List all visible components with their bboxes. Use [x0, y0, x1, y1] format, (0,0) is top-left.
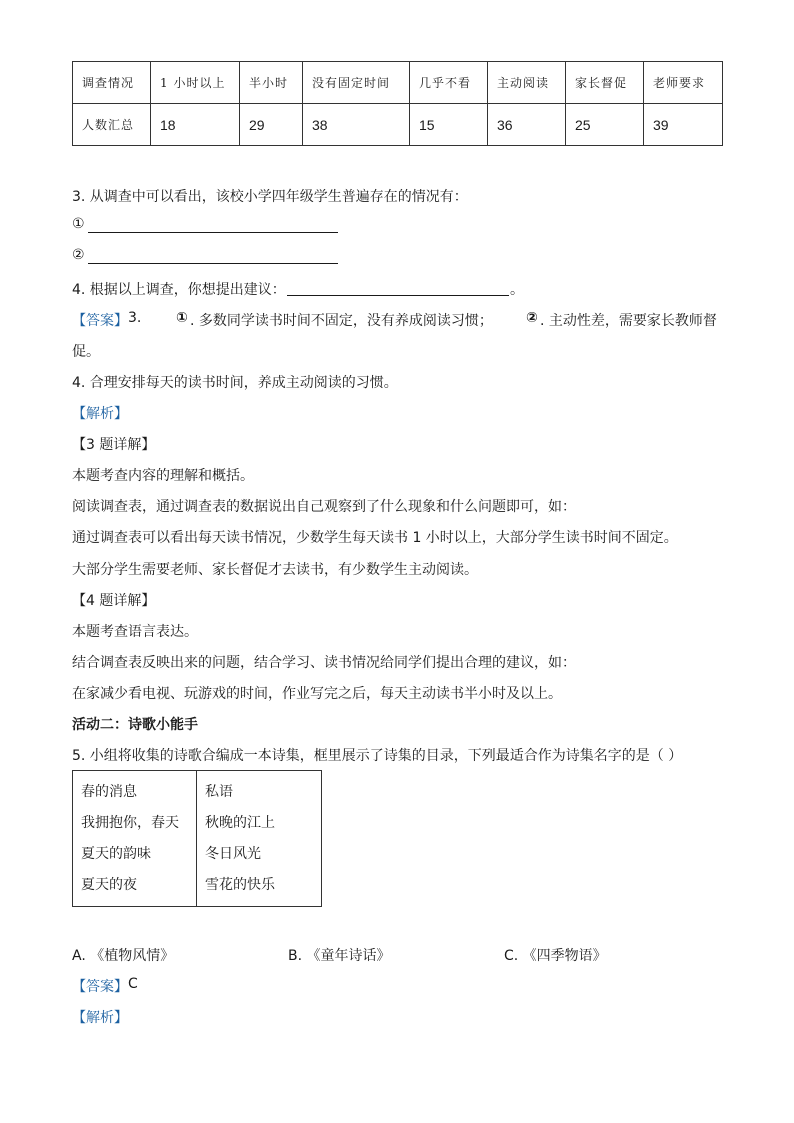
survey-header-cell: 几乎不看 — [410, 62, 488, 104]
analysis-tag: 【解析】 — [72, 406, 128, 422]
survey-data-row — [73, 104, 723, 146]
analysis-paragraph: 本题考查语言表达。 — [72, 624, 198, 640]
survey-header-cell: 家长督促 — [566, 62, 644, 104]
poem-title: 冬日风光 — [205, 846, 261, 862]
answer-4: 4. 合理安排每天的读书时间，养成主动阅读的习惯。 — [72, 375, 398, 391]
analysis-paragraph: 结合调查表反映出来的问题，结合学习、读书情况给同学们提出合理的建议，如： — [72, 655, 576, 671]
analysis-tag: 【解析】 — [72, 1010, 128, 1026]
survey-data-cell: 39 — [644, 104, 723, 146]
analysis-paragraph: 在家减少看电视、玩游戏的时间，作业写完之后，每天主动读书半小时及以上。 — [72, 686, 562, 702]
option-a[interactable]: A. 《植物风情》 — [72, 948, 175, 964]
survey-table — [72, 61, 723, 146]
blank-marker-1: ① — [72, 216, 85, 232]
answer-tag: 【答案】 — [72, 979, 128, 995]
answer-blank-2[interactable] — [88, 263, 338, 264]
poem-list-left — [73, 771, 197, 907]
answer-3-point-1: . 多数同学读书时间不固定，没有养成阅读习惯； — [190, 313, 493, 329]
sub-heading-3: 【3 题详解】 — [72, 437, 156, 453]
answer-number: 3. — [128, 310, 142, 326]
section-title: 活动二：诗歌小能手 — [72, 717, 198, 733]
poem-list-right — [197, 771, 322, 907]
survey-header-cell: 1 小时以上 — [151, 62, 240, 104]
answer-blank-suggestion[interactable] — [287, 295, 509, 296]
survey-row-label: 人数汇总 — [73, 104, 151, 146]
answer-value: C — [128, 976, 138, 992]
survey-data-cell: 36 — [488, 104, 566, 146]
survey-data-cell: 29 — [240, 104, 303, 146]
analysis-paragraph: 阅读调查表，通过调查表的数据说出自己观察到了什么现象和什么问题即可，如： — [72, 499, 576, 515]
blank-marker-2: ② — [72, 247, 85, 263]
analysis-paragraph: 本题考查内容的理解和概括。 — [72, 468, 254, 484]
survey-header-cell: 调查情况 — [73, 62, 151, 104]
question-4: 4. 根据以上调查，你想提出建议： — [72, 282, 286, 298]
poem-title: 夏天的韵味 — [81, 846, 151, 862]
answer-3-point-2-cont: 促。 — [72, 344, 100, 360]
survey-header-cell: 没有固定时间 — [303, 62, 410, 104]
poem-title: 秋晚的江上 — [205, 815, 275, 831]
circled-two: ② — [526, 310, 538, 326]
analysis-paragraph: 通过调查表可以看出每天读书情况，少数学生每天读书 1 小时以上，大部分学生读书时间不固定。 — [72, 530, 678, 546]
poem-title: 春的消息 — [81, 784, 137, 800]
answer-3-point-2: . 主动性差，需要家长教师督 — [540, 313, 717, 329]
sub-heading-4: 【4 题详解】 — [72, 593, 156, 609]
poem-title: 私语 — [205, 784, 233, 800]
survey-header-cell: 主动阅读 — [488, 62, 566, 104]
question-5: 5. 小组将收集的诗歌合编成一本诗集，框里展示了诗集的目录，下列最适合作为诗集名字的是（ ） — [72, 748, 683, 764]
answer-blank-1[interactable] — [88, 232, 338, 233]
survey-header-cell: 老师要求 — [644, 62, 723, 104]
option-b[interactable]: B. 《童年诗话》 — [288, 948, 391, 964]
survey-data-cell: 38 — [303, 104, 410, 146]
survey-data-cell: 15 — [410, 104, 488, 146]
poem-title: 我拥抱你，春天 — [81, 815, 179, 831]
survey-header-cell: 半小时 — [240, 62, 303, 104]
poem-title: 夏天的夜 — [81, 877, 137, 893]
analysis-paragraph: 大部分学生需要老师、家长督促才去读书，有少数学生主动阅读。 — [72, 562, 478, 578]
option-c[interactable]: C. 《四季物语》 — [504, 948, 607, 964]
survey-data-cell: 18 — [151, 104, 240, 146]
survey-data-cell: 25 — [566, 104, 644, 146]
question-4-end: 。 — [510, 282, 524, 298]
poem-list-box — [72, 770, 322, 907]
survey-header-row — [73, 62, 723, 104]
circled-one: ① — [176, 310, 188, 326]
answer-tag: 【答案】 — [72, 313, 128, 329]
poem-title: 雪花的快乐 — [205, 877, 275, 893]
question-3: 3. 从调查中可以看出，该校小学四年级学生普遍存在的情况有： — [72, 189, 468, 205]
